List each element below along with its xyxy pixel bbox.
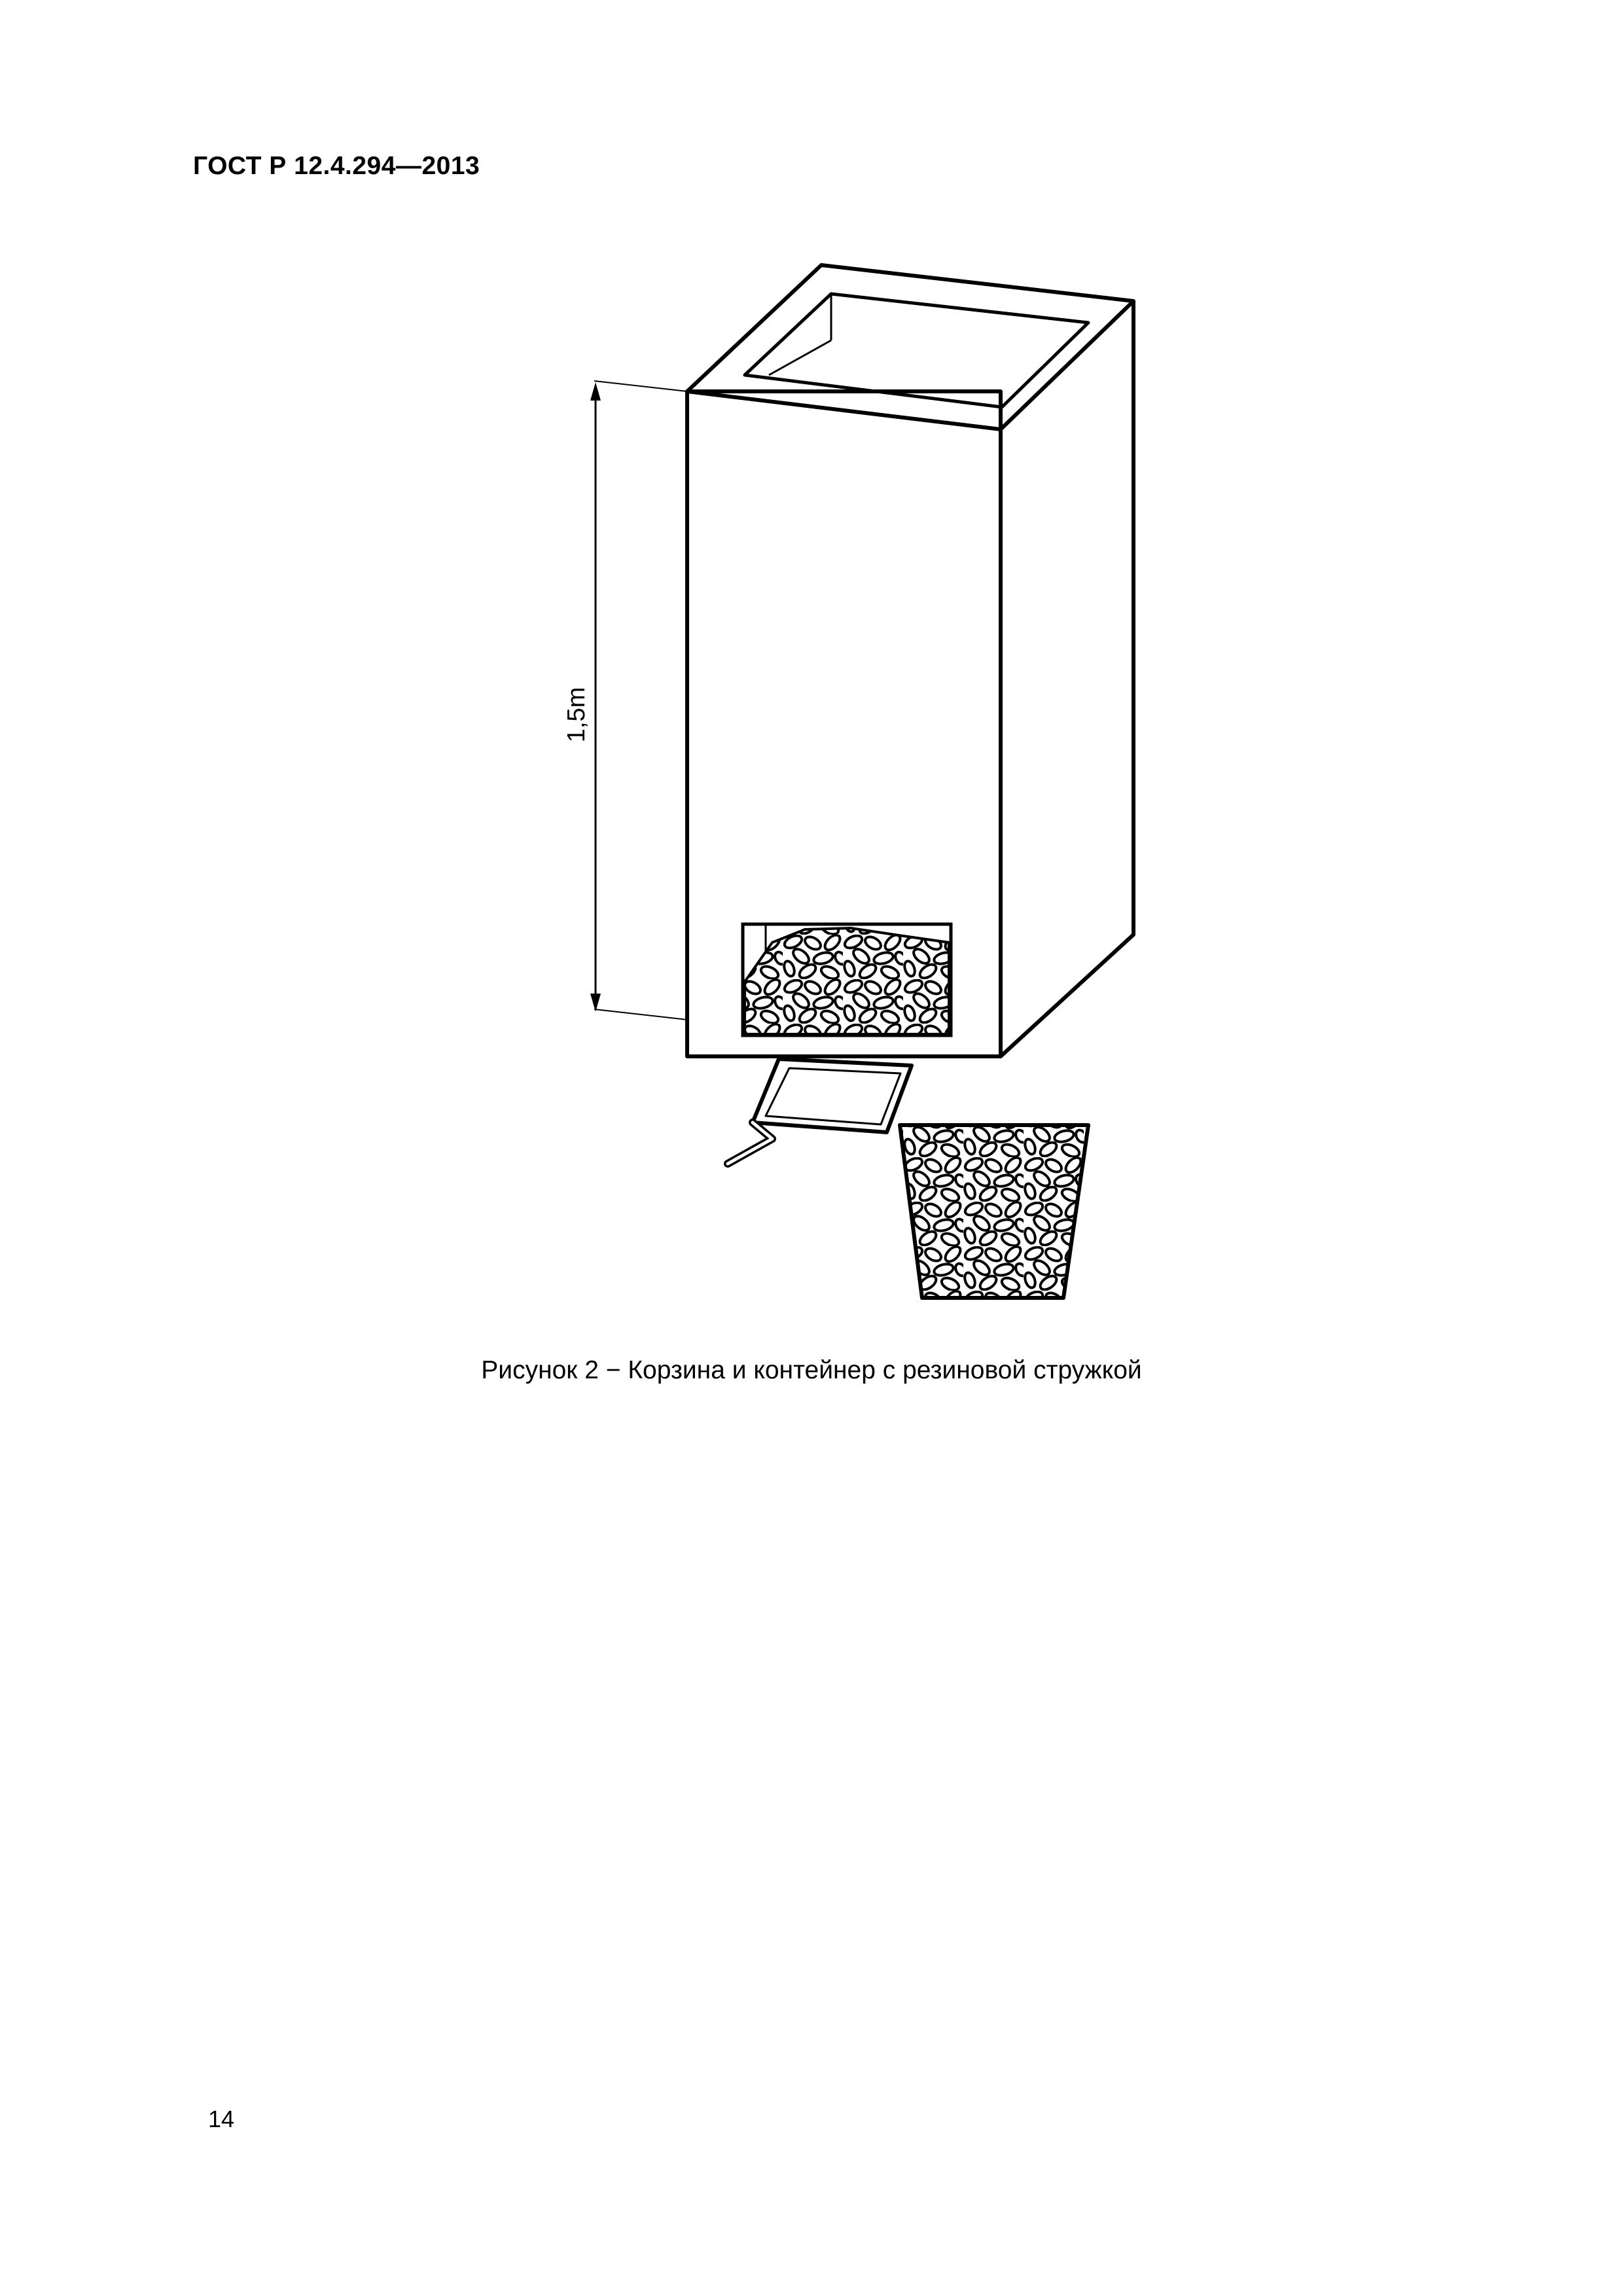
crumb-container xyxy=(900,1125,1088,1298)
standard-code-header: ГОСТ Р 12.4.294—2013 xyxy=(193,152,480,180)
rubber-crumb-pile xyxy=(745,928,949,1034)
box-top-face xyxy=(687,265,1133,429)
basket xyxy=(728,1059,912,1164)
box-bottom-opening xyxy=(743,924,951,1035)
height-dimension xyxy=(590,381,687,1020)
figure-caption: Рисунок 2 − Корзина и контейнер с резиновой стружкой xyxy=(481,1356,1142,1384)
page-number: 14 xyxy=(208,2106,235,2132)
box-side-face xyxy=(1001,301,1133,1056)
dimension-label: 1,5m xyxy=(563,687,590,743)
